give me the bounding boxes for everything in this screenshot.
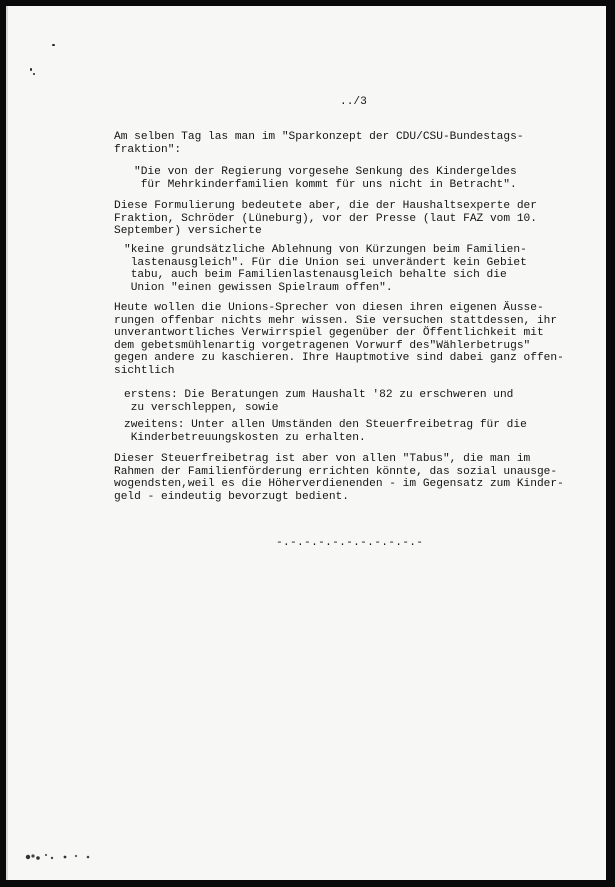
list-item-erstens: erstens: Die Beratungen zum Haushalt '82 zu erschweren und zu verschleppen, sowie <box>124 389 514 414</box>
scan-speck <box>52 44 55 46</box>
scan-noise <box>24 850 96 864</box>
quotation-1: "Die von der Regierung vorgesehe Senkung des Kindergeldes für Mehrkinderfamilien kommt für uns nicht in Betracht". <box>134 166 517 191</box>
paragraph-3: Heute wollen die Unions-Sprecher von diesen ihren eigenen Äusse- rungen offenbar nichts mehr wissen. Sie versuchen stattdessen, ihr unverantwortliches Verwirrspiel gegenüber der Öffentlichkeit mit dem gebetsmühlenartig vorgetragenen Vorwurf des"Wählerbetrugs" gegen andere zu kaschieren. Ihre Hauptmotive sind dabei ganz offen- sichtlich <box>114 302 564 377</box>
paragraph-4: Dieser Steuerfreibetrag ist aber von allen "Tabus", die man im Rahmen der Familienförderung errichten könnte, das sozial unausge- wogendsten,weil es die Höherverdienenden - im Gegensatz zum Kinder- geld - eindeutig bevorzugt bedient. <box>114 453 564 503</box>
list-item-zweitens: zweitens: Unter allen Umständen den Steuerfreibetrag für die Kinderbetreuungskosten zu erhalten. <box>124 419 527 444</box>
scan-speck <box>30 68 32 71</box>
page-number: ../3 <box>340 96 367 108</box>
scan-edge <box>6 6 8 880</box>
document-page <box>6 6 606 880</box>
end-separator: -.-.-.-.-.-.-.-.-.-.- <box>276 537 424 549</box>
quotation-2: "keine grundsätzliche Ablehnung von Kürzungen beim Familien- lastenausgleich". Für die Union sei unverändert kein Gebiet tabu, auch beim Familienlastenausgleich behalte sich die Union "einen gewissen Spielraum offen". <box>124 244 527 294</box>
scan-speck <box>33 73 35 75</box>
paragraph-1: Am selben Tag las man im "Sparkonzept der CDU/CSU-Bundestags- fraktion": <box>114 131 524 156</box>
paragraph-2: Diese Formulierung bedeutete aber, die der Haushaltsexperte der Fraktion, Schröder (Lüneburg), vor der Presse (laut FAZ vom 10. September) versicherte <box>114 200 537 238</box>
